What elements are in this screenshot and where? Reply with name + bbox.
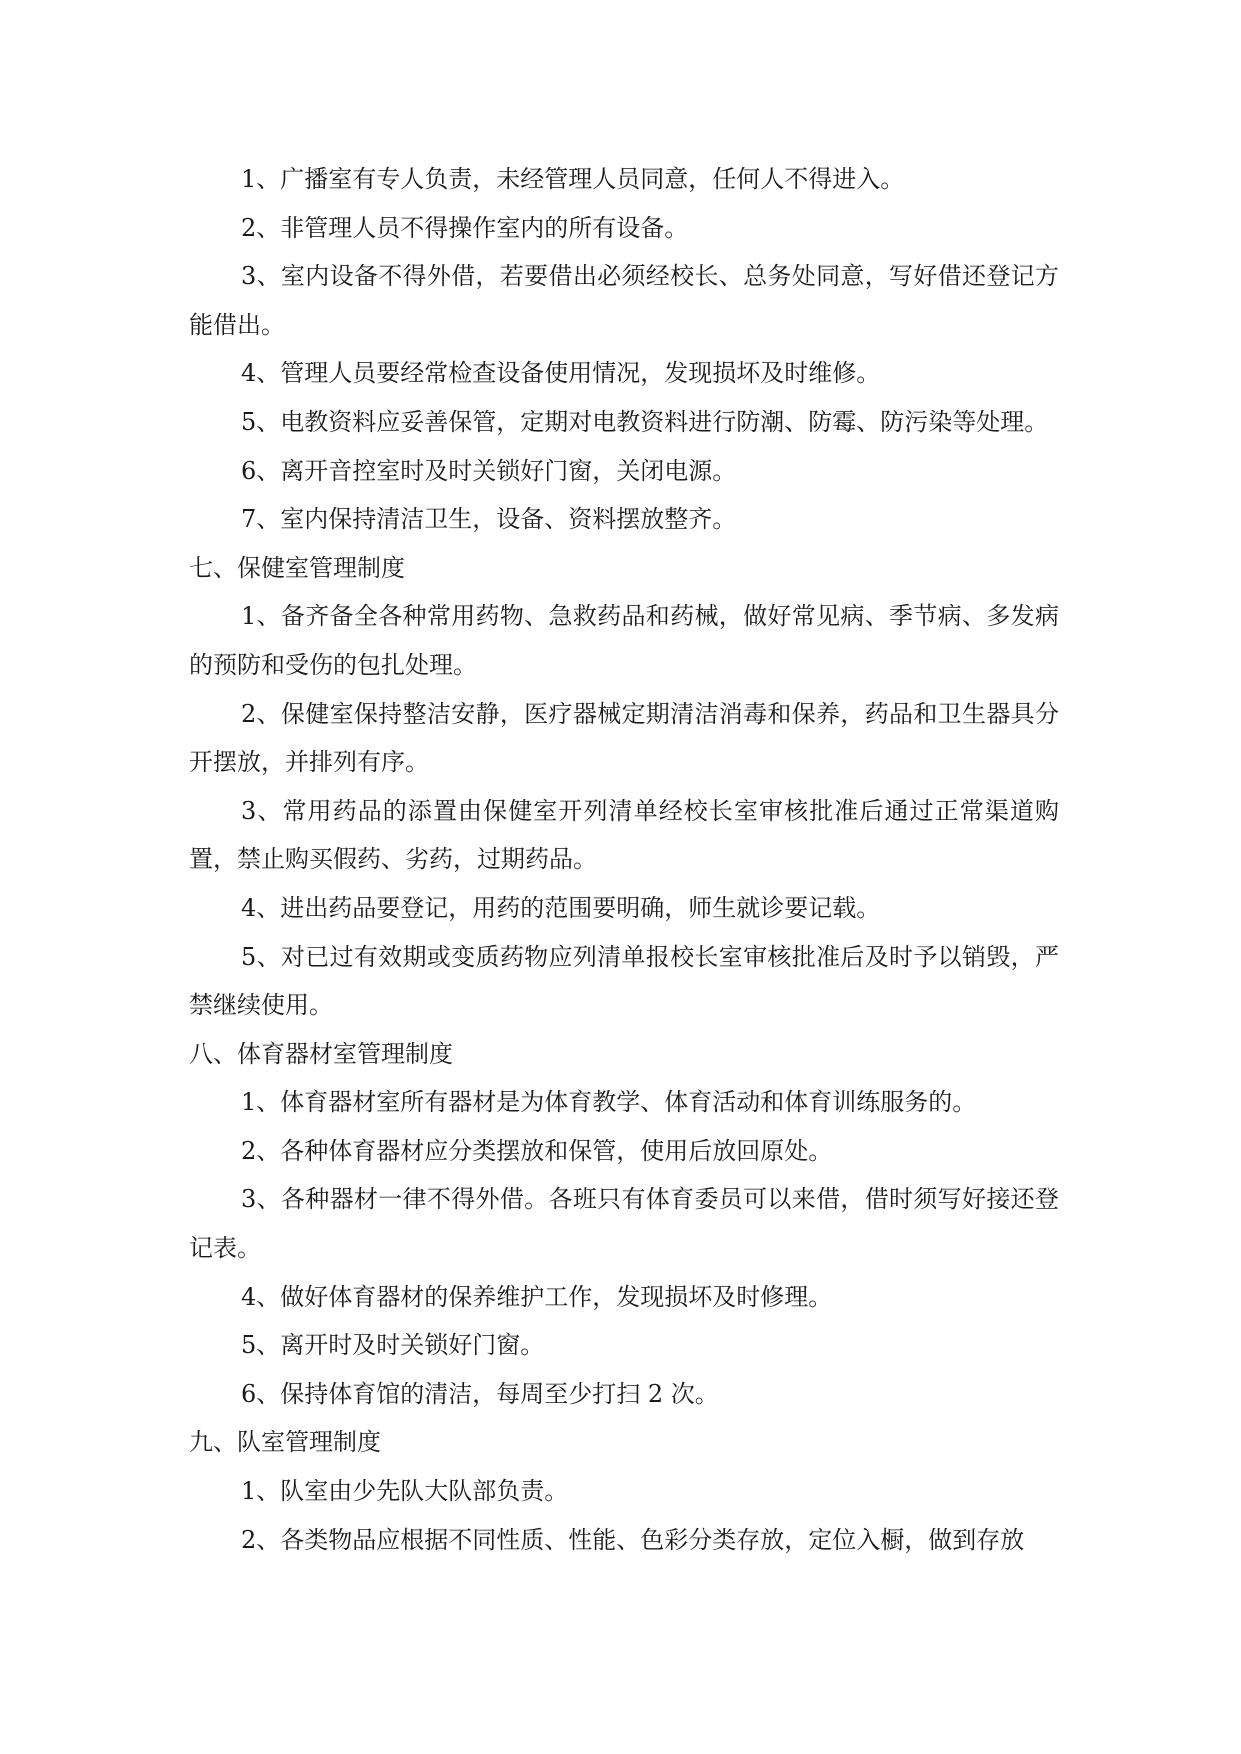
rule-paragraph: 4、管理人员要经常检查设备使用情况，发现损坏及时维修。 xyxy=(241,359,881,388)
rule-paragraph: 1、广播室有专人负责，未经管理人员同意，任何人不得进入。 xyxy=(241,165,905,193)
rule-paragraph: 2、保健室保持整洁安静，医疗器械定期清洁消毒和保养，药品和卫生器具分开摆放，并排列有序。 xyxy=(189,699,1059,777)
section-heading: 七、保健室管理制度 xyxy=(189,553,405,582)
rule-paragraph: 6、离开音控室时及时关锁好门窗，关闭电源。 xyxy=(241,456,737,485)
rule-paragraph: 5、电教资料应妥善保管，定期对电教资料进行防潮、防霉、防污染等处理。 xyxy=(241,407,1049,436)
rule-paragraph: 1、备齐备全各种常用药物、急救药品和药械，做好常见病、季节病、多发病的预防和受伤的包扎处理。 xyxy=(189,602,1059,679)
rule-paragraph: 2、非管理人员不得操作室内的所有设备。 xyxy=(241,213,689,242)
rule-paragraph: 7、室内保持清洁卫生，设备、资料摆放整齐。 xyxy=(241,505,737,534)
rule-paragraph: 3、各种器材一律不得外借。各班只有体育委员可以来借，借时须写好接还登记表。 xyxy=(189,1185,1059,1263)
rule-paragraph: 4、进出药品要登记，用药的范围要明确，师生就诊要记载。 xyxy=(241,893,881,922)
rule-paragraph: 3、室内设备不得外借，若要借出必须经校长、总务处同意，写好借还登记方能借出。 xyxy=(189,262,1059,339)
section-heading: 八、体育器材室管理制度 xyxy=(189,1039,453,1068)
rule-paragraph: 4、做好体育器材的保养维护工作，发现损坏及时修理。 xyxy=(241,1282,833,1311)
rule-paragraph: 2、各类物品应根据不同性质、性能、色彩分类存放，定位入橱，做到存放 xyxy=(241,1525,1025,1554)
rule-paragraph: 6、保持体育馆的清洁，每周至少打扫 2 次。 xyxy=(241,1379,719,1408)
rule-paragraph: 5、对已过有效期或变质药物应列清单报校长室审核批准后及时予以销毁，严禁继续使用。 xyxy=(189,942,1059,1020)
section-heading: 九、队室管理制度 xyxy=(189,1428,381,1457)
rule-paragraph: 5、离开时及时关锁好门窗。 xyxy=(241,1331,545,1360)
rule-paragraph: 3、常用药品的添置由保健室开列清单经校长室审核批准后通过正常渠道购置，禁止购买假药、劣药，过期药品。 xyxy=(189,796,1059,874)
rule-paragraph: 2、各种体育器材应分类摆放和保管，使用后放回原处。 xyxy=(241,1136,833,1165)
document-body xyxy=(189,155,1059,1564)
rule-paragraph: 1、队室由少先队大队部负责。 xyxy=(241,1477,569,1506)
rule-paragraph: 1、体育器材室所有器材是为体育教学、体育活动和体育训练服务的。 xyxy=(241,1088,977,1117)
